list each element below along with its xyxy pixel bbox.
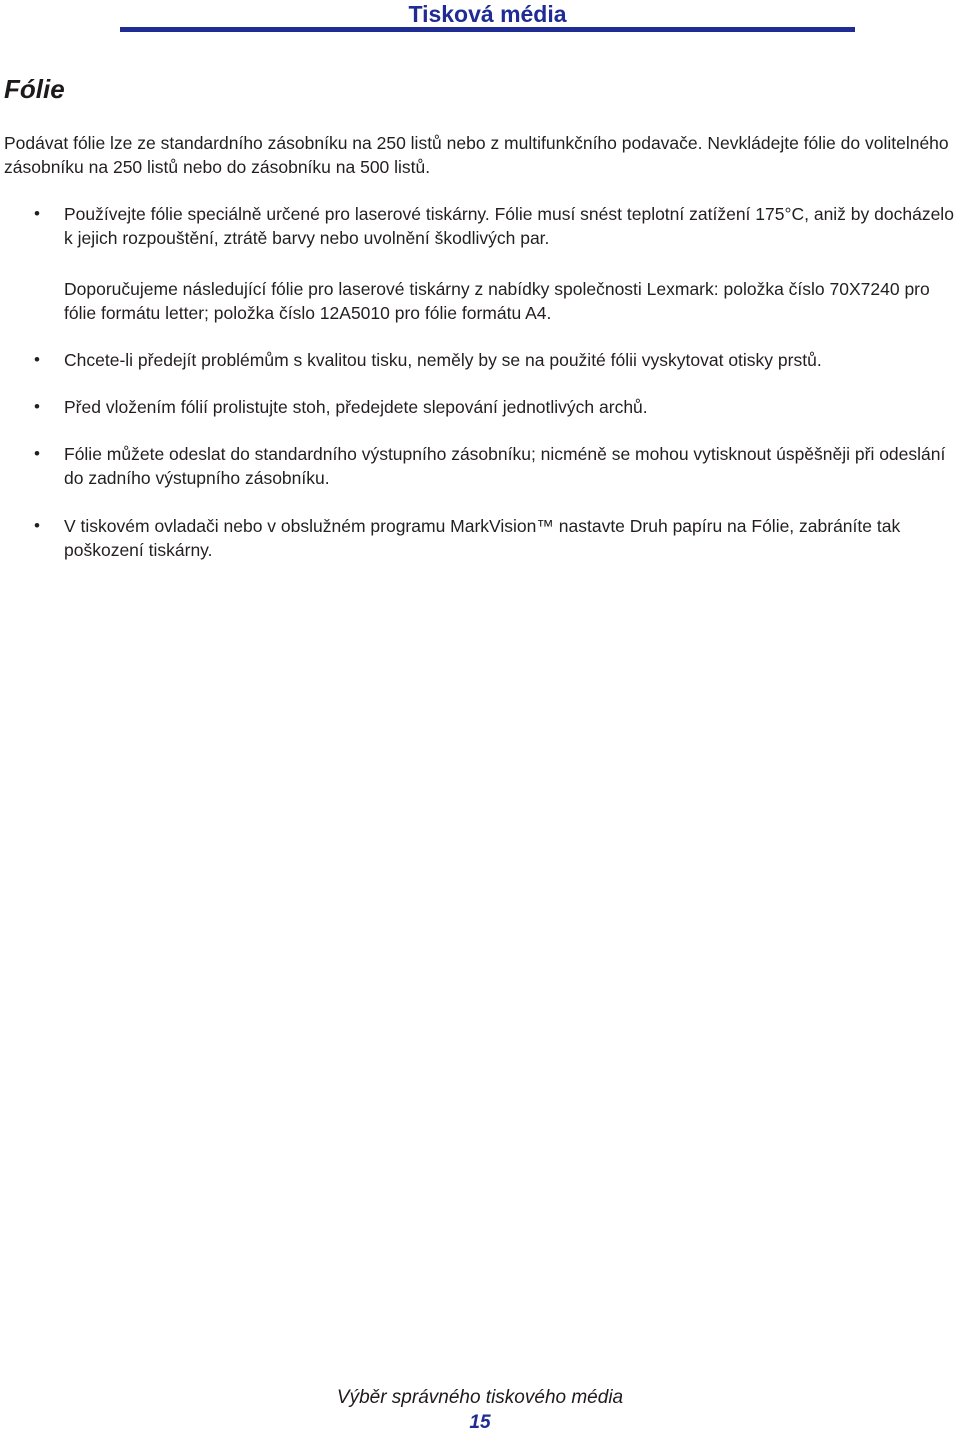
bullet-text: Před vložením fólií prolistujte stoh, předejdete slepování jednotlivých archů. [64, 397, 648, 417]
footer-text: Výběr správného tiskového média [336, 1387, 624, 1408]
bullet-text: Chcete-li předejít problémům s kvalitou tisku, neměly by se na použité fólii vyskytovat otisky prstů. [64, 350, 822, 370]
header-title: Tisková média [408, 1, 567, 27]
bullet-icon: • [34, 350, 40, 369]
bullet-text: V tiskovém ovladači nebo v obslužném programu MarkVision™ nastavte Druh papíru na Fólie, zabráníte tak poškození tiskárny. [64, 516, 901, 560]
list-item [0, 442, 954, 490]
list-item [0, 395, 954, 419]
bullet-icon: • [34, 204, 40, 223]
page-number: 15 [469, 1412, 491, 1433]
bullet-list [0, 202, 960, 562]
bullet-text: Fólie můžete odeslat do standardního výstupního zásobníku; nicméně se mohou vytisknout úspěšněji při odeslání do zadního výstupního zásobníku. [64, 444, 946, 488]
bullet-icon: • [34, 444, 40, 463]
intro-paragraph: Podávat fólie lze ze standardního zásobníku na 250 listů nebo z multifunkčního podavače. Nevkládejte fólie do volitelného zásobníku na 250 listů nebo do zásobníku na 500 listů. [4, 133, 949, 177]
header-rule [120, 27, 855, 32]
bullet-text: Používejte fólie speciálně určené pro laserové tiskárny. Fólie musí snést teplotní zatížení 175°C, aniž by docházelo k jejich rozpouštění, ztrátě barvy nebo uvolnění škodlivých par. [64, 204, 954, 248]
list-item [0, 202, 954, 325]
bullet-icon: • [34, 397, 40, 416]
page-header [120, 0, 855, 34]
list-item [0, 348, 954, 372]
bullet-icon: • [34, 516, 40, 535]
bullet-note: Doporučujeme následující fólie pro laserové tiskárny z nabídky společnosti Lexmark: položka číslo 70X7240 pro fólie formátu letter; položka číslo 12A5010 pro fólie formátu A4. [64, 279, 930, 323]
section-title: Fólie [4, 74, 65, 104]
list-item [0, 514, 954, 562]
page-footer [0, 1385, 960, 1435]
